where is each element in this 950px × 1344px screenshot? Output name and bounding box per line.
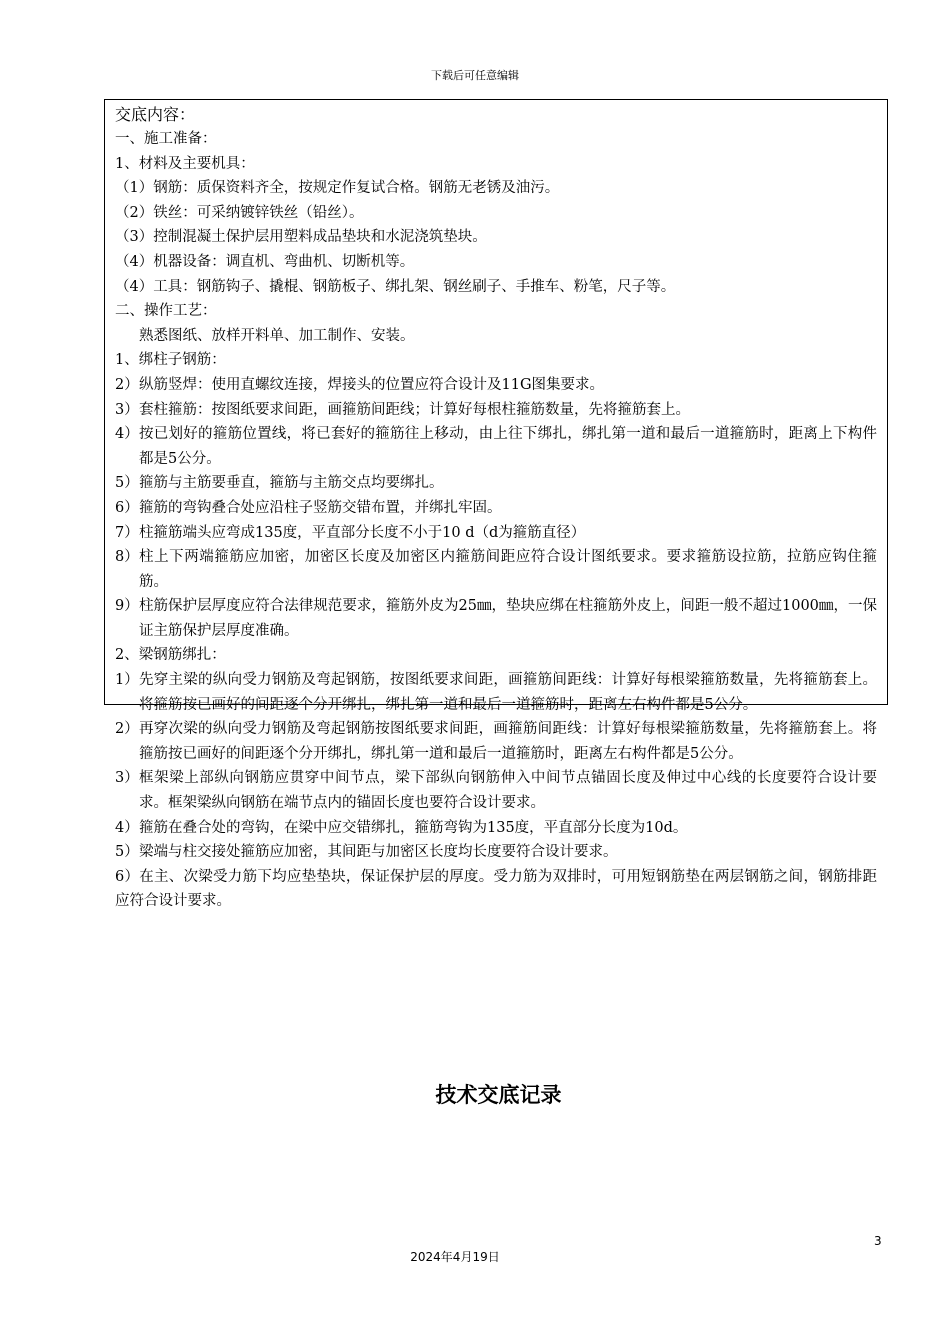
subheading-beams: 2、梁钢筋绑扎： [115,647,226,664]
column-step: 8） 柱上下两端箍筋应加密，加密区长度及加密区内箍筋间距应符合设计图纸要求。要求箍筋设拉筋，拉筋应钩住箍筋。 [115,549,877,590]
section-heading-preparation: 一、施工准备： [115,131,217,147]
beam-step: 5） 梁端与柱交接处箍筋应加密，其间距与加密区长度均长度要符合设计要求。 [115,844,618,861]
document-title: 技术交底记录 [435,1083,562,1107]
beam-final-paragraph: 6）在主、次梁受力筋下均应垫垫块，保证保护层的厚度。受力筋为双排时，可用短钢筋垫在两层钢筋之间，钢筋排距应符合设计要求。 [115,868,877,910]
column-step: 9） 柱筋保护层厚度应符合法律规范要求，箍筋外皮为25㎜，垫块应绑在柱箍筋外皮上，间距一般不超过1000㎜，一保证主筋保护层厚度准确。 [115,598,877,639]
material-item: （2）铁丝：可采纳镀锌铁丝（铅丝）。 [115,204,364,221]
page-date: 2024年4月19日 [410,1250,500,1264]
subheading-columns: 1、绑柱子钢筋： [115,352,226,369]
column-step: 4） 按已划好的箍筋位置线，将已套好的箍筋往上移动，由上往下绑扎，绑扎第一道和最后一道箍筋时，距离上下构件都是5公分。 [115,426,877,467]
subheading-materials: 1、材料及主要机具： [115,155,255,172]
beam-step: 3） 框架梁上部纵向钢筋应贯穿中间节点，梁下部纵向钢筋伸入中间节点锚固长度及伸过中心线的长度要符合设计要求。框架梁纵向钢筋在端节点内的锚固长度也要符合设计要求。 [115,770,877,812]
column-step: 2） 纵筋竖焊：使用直螺纹连接，焊接头的位置应符合设计及11G图集要求。 [115,376,605,393]
beam-step: 1） 先穿主梁的纵向受力钢筋及弯起钢筋，按图纸要求间距，画箍筋间距线：计算好每根梁箍筋数量，先将箍筋套上。将箍筋按已画好的间距逐个分开绑扎，绑扎第一道和最后一道箍筋时，距离左右构件都是5公分。 [115,672,877,713]
material-item: （4）机器设备：调直机、弯曲机、切断机等。 [115,253,415,270]
content-label: 交底内容： [115,105,196,124]
column-step: 5） 箍筋与主筋要垂直，箍筋与主筋交点均要绑扎。 [115,475,444,492]
material-item: （4）工具：钢筋钩子、撬棍、钢筋板子、绑扎架、钢丝刷子、手推车、粉笔，尺子等。 [115,278,676,295]
beam-step: 2） 再穿次梁的纵向受力钢筋及弯起钢筋按图纸要求间距，画箍筋间距线：计算好每根梁箍筋数量，先将箍筋套上。将箍筋按已画好的间距逐个分开绑扎，绑扎第一道和最后一道箍筋时，距离左右构件都是5公分。 [115,721,877,762]
material-item: （1）钢筋：质保资料齐全，按规定作复试合格。钢筋无老锈及油污。 [115,180,560,197]
page-header: 下载后可任意编辑 [431,69,519,82]
beam-step: 4） 箍筋在叠合处的弯钩，在梁中应交错绑扎，箍筋弯钩为135度，平直部分长度为10d。 [115,819,688,836]
process-summary: 熟悉图纸、放样开料单、加工制作、安装。 [139,327,415,344]
page-number: 3 [874,1234,882,1248]
column-step: 3） 套柱箍筋：按图纸要求间距，画箍筋间距线；计算好每根柱箍筋数量，先将箍筋套上。 [115,401,690,418]
material-item: （3）控制混凝土保护层用塑料成品垫块和水泥浇筑垫块。 [115,229,487,246]
section-heading-process: 二、操作工艺： [115,303,217,320]
disclosure-content-box [104,99,888,910]
column-step: 7） 柱箍筋端头应弯成135度，平直部分长度不小于10 d（d为箍筋直径） [115,524,586,541]
column-step: 6） 箍筋的弯钩叠合处应沿柱子竖筋交错布置，并绑扎牢固。 [115,499,502,516]
